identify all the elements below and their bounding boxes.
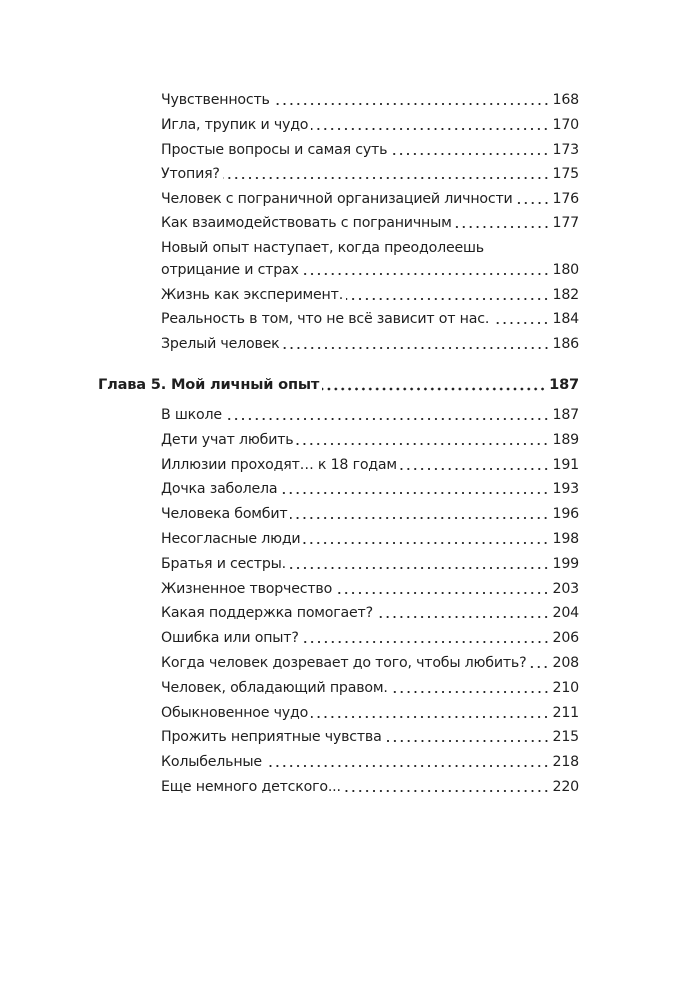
dot-leader	[492, 309, 549, 329]
dot-leader	[455, 213, 550, 233]
dot-leader	[344, 777, 550, 797]
dot-leader	[265, 752, 550, 772]
entry-title: Прожить неприятные чувства	[161, 729, 382, 746]
dot-leader	[302, 628, 550, 648]
dot-leader	[283, 334, 550, 354]
entry-title: Какая поддержка помогает?	[161, 605, 373, 622]
toc-entry	[161, 727, 579, 747]
dot-leader	[303, 529, 549, 549]
entry-page-number: 218	[552, 754, 579, 771]
entry-title: Еще немного детского...	[161, 779, 341, 795]
dot-leader	[385, 727, 550, 747]
entry-page-number: 193	[552, 481, 579, 498]
entry-page-number: 177	[552, 215, 579, 231]
dot-leader	[280, 479, 549, 499]
toc-entry	[161, 455, 579, 475]
entry-page-number: 186	[552, 336, 579, 352]
toc-entry	[161, 554, 579, 574]
entry-page-number: 182	[552, 287, 579, 303]
toc-entry	[161, 213, 579, 233]
entry-title: Реальность в том, что не всё зависит от нас.	[161, 311, 490, 327]
toc-entry	[161, 529, 579, 549]
dot-leader	[311, 115, 549, 135]
dot-leader	[335, 579, 549, 599]
toc-entry	[161, 703, 579, 723]
entry-page-number: 206	[552, 630, 579, 647]
entry-page-number: 187	[549, 376, 579, 393]
entry-title: Простые вопросы и самая суть	[161, 142, 388, 158]
entry-page-number: 203	[552, 580, 579, 597]
dot-leader	[311, 703, 549, 723]
entry-title: Несогласные люди	[161, 531, 301, 547]
entry-title: Ошибка или опыт?	[161, 630, 299, 647]
toc-entry	[161, 678, 579, 698]
entry-title: Чувственность	[161, 92, 270, 108]
toc-entry	[161, 238, 579, 280]
dot-leader	[322, 375, 546, 395]
dot-leader	[516, 189, 550, 209]
dot-leader	[529, 653, 549, 673]
entry-page-number: 204	[552, 605, 579, 622]
entry-page-number: 211	[552, 704, 579, 721]
dot-leader	[376, 603, 550, 623]
dot-leader	[390, 140, 549, 160]
entry-page-number: 189	[552, 431, 579, 448]
entry-title: В школе	[161, 407, 222, 423]
entry-page-number: 168	[552, 92, 579, 108]
entry-page-number: 208	[552, 655, 579, 671]
toc-entry	[161, 405, 579, 425]
entry-title-line2: отрицание и страх	[161, 262, 299, 278]
entry-title: Как взаимодействовать с пограничным	[161, 215, 452, 231]
entry-title: Утопия?	[161, 166, 220, 182]
entry-page-number: 176	[552, 191, 579, 207]
entry-page-number: 180	[552, 262, 579, 278]
toc-entry	[161, 752, 579, 772]
entry-page-number: 220	[552, 779, 579, 795]
entry-page-number: 191	[552, 456, 579, 473]
toc-entry	[161, 334, 579, 354]
entry-title-line2-row	[161, 260, 579, 280]
entry-title: Новый опыт наступает, когда преодолеешь	[161, 240, 484, 256]
toc-entry	[161, 628, 579, 648]
entry-title: Иллюзии проходят… к 18 годам	[161, 456, 397, 473]
entry-title: Жизнь как эксперимент.	[161, 287, 344, 303]
toc-entry	[161, 285, 579, 305]
toc-entry	[161, 579, 579, 599]
entry-page-number: 199	[552, 555, 579, 572]
entry-title: Обыкновенное чудо	[161, 704, 309, 721]
chapter-heading	[98, 375, 579, 395]
dot-leader	[290, 504, 549, 524]
entry-title: Дети учат любить	[161, 431, 294, 448]
dot-leader	[289, 554, 550, 574]
entry-title: Когда человек дозревает до того, чтобы любить?	[161, 655, 527, 671]
dot-leader	[391, 678, 550, 698]
entry-page-number: 170	[552, 117, 579, 133]
entry-title: Человек с пограничной организацией личности	[161, 191, 513, 207]
dot-leader	[400, 455, 550, 475]
toc-entry	[161, 140, 579, 160]
dot-leader	[346, 285, 550, 305]
dot-leader	[223, 164, 550, 184]
entry-page-number: 184	[552, 311, 579, 327]
entry-title: Братья и сестры.	[161, 555, 286, 572]
dot-leader	[225, 405, 550, 425]
toc-entry	[161, 164, 579, 184]
entry-page-number: 198	[552, 531, 579, 547]
entry-title: Колыбельные	[161, 754, 262, 771]
entry-page-number: 175	[552, 166, 579, 182]
entry-title: Человека бомбит	[161, 506, 288, 523]
entry-page-number: 215	[552, 729, 579, 746]
toc-entry	[161, 777, 579, 797]
entry-title: Игла, трупик и чудо	[161, 117, 309, 133]
toc-entry	[161, 653, 579, 673]
dot-leader	[273, 90, 550, 110]
entry-title: Жизненное творчество	[161, 580, 333, 597]
entry-title: Человек, обладающий правом.	[161, 679, 388, 696]
toc-entry	[161, 189, 579, 209]
toc-entry	[161, 309, 579, 329]
dot-leader	[302, 260, 550, 280]
entry-title: Глава 5. Мой личный опыт	[98, 376, 320, 393]
toc-entry	[161, 90, 579, 110]
toc-entry	[161, 603, 579, 623]
toc-entry	[161, 430, 579, 450]
entry-title: Зрелый человек	[161, 336, 280, 352]
entry-title: Дочка заболела	[161, 481, 278, 498]
toc-entry	[161, 504, 579, 524]
toc-entry	[161, 115, 579, 135]
entry-page-number: 173	[552, 142, 579, 158]
toc-entry	[161, 479, 579, 499]
entry-page-number: 210	[552, 679, 579, 696]
entry-page-number: 187	[552, 407, 579, 423]
dot-leader	[296, 430, 549, 450]
entry-page-number: 196	[552, 506, 579, 523]
